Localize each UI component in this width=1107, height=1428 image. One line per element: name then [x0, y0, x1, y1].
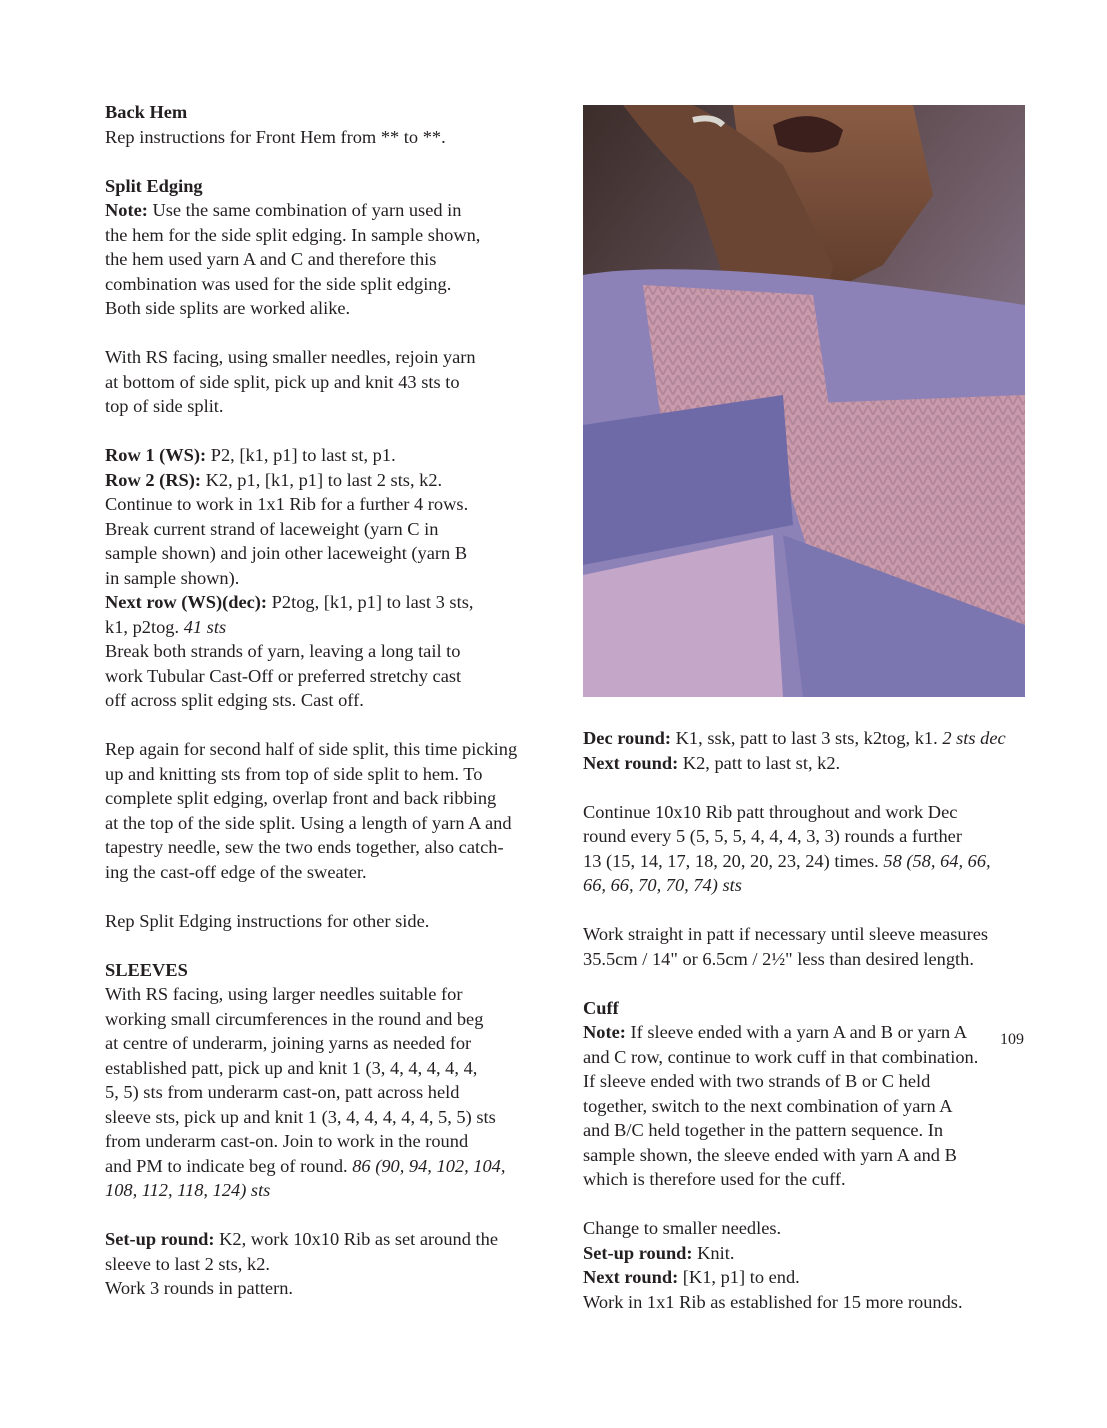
change-needles: Change to smaller needles.	[583, 1218, 782, 1238]
continue-rib-line: Continue 10x10 Rib patt throughout and work Dec	[583, 801, 958, 822]
cuff-note-line: which is therefore used for the cuff.	[583, 1169, 846, 1189]
cuff-next-round: Next round: [K1, p1] to end.	[583, 1267, 800, 1287]
break-line: Break both strands of yarn, leaving a long tail to	[105, 641, 461, 661]
break-line: work Tubular Cast-Off or preferred stretchy cast	[105, 665, 462, 686]
break-line: off across split edging sts. Cast off.	[105, 690, 364, 710]
right-column	[583, 726, 1028, 1314]
split-note-line: Both side splits are worked alike.	[105, 298, 351, 318]
sleeves-line: and PM to indicate beg of round. 86 (90, 94, 102, 104,	[105, 1155, 506, 1176]
cuff-note-line: sample shown, the sleeve ended with yarn A and B	[583, 1144, 957, 1165]
continue-rib-line: 13 (15, 14, 17, 18, 20, 20, 23, 24) times. 58 (58, 64, 66,	[583, 850, 991, 871]
sleeves-line: sleeve sts, pick up and knit 1 (3, 4, 4, 4, 4, 4, 5, 5) sts	[105, 1106, 496, 1127]
cuff-note-line: Note: If sleeve ended with a yarn A and B or yarn A	[583, 1022, 968, 1042]
continue-line: sample shown) and join other laceweight (yarn B	[105, 543, 468, 563]
cuff-note-line: and C row, continue to work cuff in that combination.	[583, 1046, 979, 1067]
sweater-photo	[583, 105, 1025, 697]
dec-round: Dec round: K1, ssk, patt to last 3 sts, k2tog, k1. 2 sts dec	[583, 728, 1006, 748]
continue-line: Continue to work in 1x1 Rib for a further 4 rows.	[105, 494, 469, 514]
cuff-heading: Cuff	[583, 997, 619, 1018]
next-row-instruction-cont: k1, p2tog. 41 sts	[105, 616, 227, 637]
split-note-line: the hem used yarn A and C and therefore this	[105, 249, 437, 269]
rep-line: tapestry needle, sew the two ends together, also catch-	[105, 837, 504, 857]
cuff-work-rib: Work in 1x1 Rib as established for 15 more rounds.	[583, 1291, 963, 1312]
rep-line: complete split edging, overlap front and back ribbing	[105, 788, 497, 808]
split-edging-heading: Split Edging	[105, 175, 203, 196]
cuff-note-line: If sleeve ended with two strands of B or C held	[583, 1071, 931, 1091]
sleeves-line: established patt, pick up and knit 1 (3, 4, 4, 4, 4, 4,	[105, 1057, 478, 1078]
row2-instruction: Row 2 (RS): K2, p1, [k1, p1] to last 2 sts, k2.	[105, 469, 443, 490]
next-row-instruction: Next row (WS)(dec): P2tog, [k1, p1] to last 3 sts,	[105, 592, 474, 612]
page-number: 109	[1000, 1031, 1024, 1048]
setup-round: Set-up round: K2, work 10x10 Rib as set around the	[105, 1229, 499, 1249]
sleeves-line: from underarm cast-on. Join to work in the round	[105, 1131, 469, 1151]
rep-line: ing the cast-off edge of the sweater.	[105, 861, 367, 882]
next-round: Next round: K2, patt to last st, k2.	[583, 752, 841, 773]
sleeves-line: 5, 5) sts from underarm cast-on, patt across held	[105, 1082, 460, 1102]
sleeves-line: 108, 112, 118, 124) sts	[105, 1180, 271, 1200]
rs-facing-line: top of side split.	[105, 396, 224, 416]
back-hem-text: Rep instructions for Front Hem from ** to **.	[105, 126, 446, 147]
cuff-note-line: and B/C held together in the pattern sequence. In	[583, 1120, 944, 1140]
split-note-line: Note: Use the same combination of yarn used in	[105, 200, 462, 220]
sleeves-line: With RS facing, using larger needles suitable for	[105, 984, 463, 1004]
sleeves-line: working small circumferences in the round and beg	[105, 1008, 484, 1029]
cuff-note-line: together, switch to the next combination of yarn A	[583, 1095, 953, 1116]
rs-facing-line: With RS facing, using smaller needles, rejoin yarn	[105, 347, 476, 367]
row1-instruction: Row 1 (WS): P2, [k1, p1] to last st, p1.	[105, 445, 396, 465]
left-column	[105, 100, 555, 1301]
rep-line: up and knitting sts from top of side split to hem. To	[105, 763, 483, 784]
rep-other-side: Rep Split Edging instructions for other side.	[105, 910, 430, 931]
continue-rib-line: 66, 66, 70, 70, 74) sts	[583, 875, 742, 895]
sleeves-heading: SLEEVES	[105, 959, 188, 980]
straight-line: Work straight in patt if necessary until sleeve measures	[583, 924, 989, 944]
cuff-setup-round: Set-up round: Knit.	[583, 1242, 735, 1263]
continue-rib-line: round every 5 (5, 5, 5, 4, 4, 4, 3, 3) rounds a further	[583, 826, 962, 846]
split-note-line: the hem for the side split edging. In sample shown,	[105, 224, 481, 245]
split-note-line: combination was used for the side split edging.	[105, 273, 452, 294]
rep-line: at the top of the side split. Using a length of yarn A and	[105, 812, 512, 833]
rs-facing-line: at bottom of side split, pick up and knit 43 sts to	[105, 371, 460, 392]
sleeves-line: at centre of underarm, joining yarns as needed for	[105, 1033, 472, 1053]
rep-line: Rep again for second half of side split, this time picking	[105, 739, 518, 759]
continue-line: Break current strand of laceweight (yarn C in	[105, 518, 439, 539]
back-hem-heading: Back Hem	[105, 102, 188, 122]
continue-line: in sample shown).	[105, 567, 240, 588]
work-3-rounds: Work 3 rounds in pattern.	[105, 1278, 294, 1298]
straight-line: 35.5cm / 14" or 6.5cm / 2½" less than desired length.	[583, 948, 974, 969]
setup-round-cont: sleeve to last 2 sts, k2.	[105, 1253, 270, 1274]
